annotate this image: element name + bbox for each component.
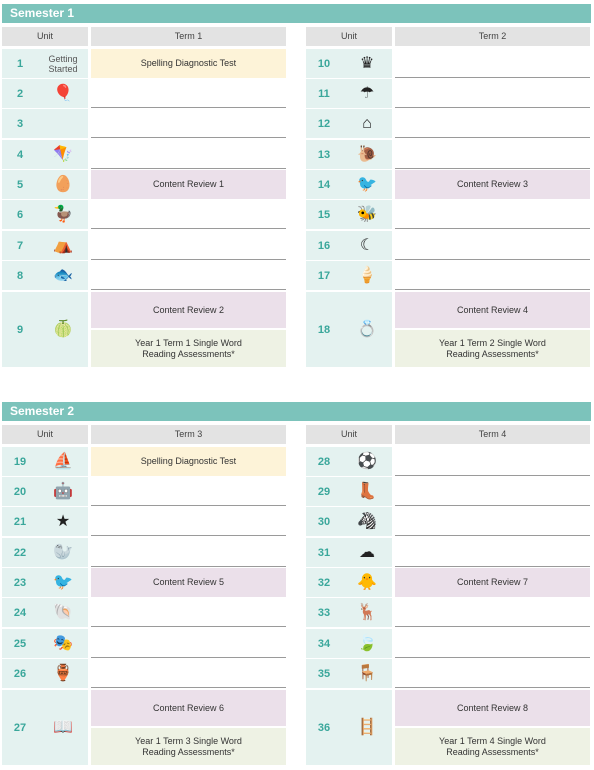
- unit-cell: [306, 507, 392, 536]
- unit-number: 8: [16, 269, 24, 282]
- unit-number: 35: [317, 667, 331, 680]
- unit-cell: [2, 690, 88, 765]
- term-empty-cell: [395, 598, 590, 627]
- term-cell-text: Content Review 5: [152, 577, 225, 587]
- unit-cell: [306, 200, 392, 229]
- egg-cup-icon: 🥚: [53, 175, 73, 193]
- term-empty-cell: [91, 598, 286, 627]
- unit-number: 31: [317, 546, 331, 559]
- unit-cell: [2, 109, 88, 138]
- unit-cell: [2, 568, 88, 597]
- unit-cell: [306, 538, 392, 567]
- boot-icon: 👢: [357, 482, 377, 500]
- unit-cell: [306, 109, 392, 138]
- fish-icon: 🐟: [53, 266, 73, 284]
- unit-cell: [2, 261, 88, 290]
- term-empty-cell: [395, 447, 590, 476]
- unit-number: 25: [13, 637, 27, 650]
- term-empty-cell: [91, 538, 286, 567]
- term-empty-cell: [91, 79, 286, 108]
- book-icon: 📖: [53, 718, 73, 736]
- term-empty-cell: [91, 507, 286, 536]
- unit-cell: [2, 538, 88, 567]
- spelling-test-cell: [91, 447, 286, 476]
- unit-number: 21: [13, 515, 27, 528]
- mask-icon: 🎭: [53, 634, 73, 652]
- zebra-box-icon: 🦓: [357, 512, 377, 530]
- term-column-header: Term 4: [395, 425, 590, 444]
- unit-cell: [2, 170, 88, 199]
- unit-cell: [306, 568, 392, 597]
- robots-icon: 🤖: [53, 482, 73, 500]
- term-cell-text: Year 1 Term 2 Single Word Reading Assessments*: [439, 337, 546, 359]
- term-empty-cell: [91, 629, 286, 658]
- kite-icon: 🪁: [53, 145, 73, 163]
- term-empty-cell: [91, 261, 286, 290]
- unit-cell: [306, 170, 392, 199]
- term-empty-cell: [91, 200, 286, 229]
- unit-cell: [306, 140, 392, 169]
- unit-number: 13: [317, 148, 331, 161]
- unit-number: 9: [16, 323, 24, 336]
- term-empty-cell: [395, 231, 590, 260]
- unit-cell: [2, 598, 88, 627]
- unit-number: 6: [16, 208, 24, 221]
- boy-deer-icon: 🦌: [357, 603, 377, 621]
- igloo-icon: ⛺: [53, 236, 73, 254]
- unit-number: 30: [317, 515, 331, 528]
- content-review-cell: [395, 690, 590, 726]
- sailboat-icon: ⛵: [53, 452, 73, 470]
- term-empty-cell: [91, 109, 286, 138]
- content-review-cell: [91, 568, 286, 597]
- unit-column-header: Unit: [2, 27, 88, 46]
- unit-number: 24: [13, 606, 27, 619]
- unit-cell: [2, 231, 88, 260]
- unit-number: 27: [13, 721, 27, 734]
- unit-cell: [2, 292, 88, 367]
- term-cell-text: Content Review 1: [152, 179, 225, 189]
- ball-icon: ⚽: [357, 452, 377, 470]
- unit-number: 22: [13, 546, 27, 559]
- unit-number: 15: [317, 208, 331, 221]
- content-review-cell: [395, 292, 590, 328]
- unit-column-header: Unit: [306, 425, 392, 444]
- term-column-header: Term 3: [91, 425, 286, 444]
- unit-number: 11: [318, 87, 330, 100]
- term-column-header: Term 1: [91, 27, 286, 46]
- unit-number: 36: [317, 721, 331, 734]
- unit-number: 10: [317, 57, 331, 70]
- content-review-cell: [395, 568, 590, 597]
- quail-icon: 🐦: [357, 175, 377, 193]
- unit-cell: [2, 49, 88, 78]
- unit-cell: [306, 477, 392, 506]
- term-empty-cell: [395, 477, 590, 506]
- reading-assessment-cell: [91, 330, 286, 367]
- bee-icon: 🐝: [357, 205, 377, 223]
- unit-number: 17: [317, 269, 331, 282]
- unit-cell: [2, 659, 88, 688]
- unit-column-header: Unit: [2, 425, 88, 444]
- unit-number: 3: [16, 117, 24, 130]
- queen-icon: ♛: [359, 54, 375, 72]
- term-empty-cell: [91, 231, 286, 260]
- unit-cell: [2, 140, 88, 169]
- reading-assessment-cell: [91, 728, 286, 765]
- unit-cell: [306, 659, 392, 688]
- term-empty-cell: [395, 49, 590, 78]
- unit-cell: [306, 292, 392, 367]
- term-cell-text: Spelling Diagnostic Test: [140, 58, 237, 68]
- reading-assessment-cell: [395, 330, 590, 367]
- umbrella-icon: ☂: [359, 84, 375, 102]
- unit-number: 1: [16, 57, 24, 70]
- unit-cell: [2, 477, 88, 506]
- unit-number: 23: [13, 576, 27, 589]
- ladder-icon: 🪜: [357, 718, 377, 736]
- unit-number: 32: [317, 576, 331, 589]
- term-cell-text: Content Review 2: [152, 304, 225, 315]
- moon-icon: ☾: [359, 236, 375, 254]
- unit-cell: [2, 507, 88, 536]
- term-empty-cell: [395, 140, 590, 169]
- semester-1-section: [2, 4, 591, 359]
- unit-cell: [306, 261, 392, 290]
- chair-icon: 🪑: [357, 664, 377, 682]
- snail-icon: 🐌: [357, 145, 377, 163]
- unit-cell: [306, 447, 392, 476]
- content-review-cell: [91, 690, 286, 726]
- unit-column-header: Unit: [306, 27, 392, 46]
- term-column-header: Term 2: [395, 27, 590, 46]
- ice-cream-icon: 🍦: [357, 266, 377, 284]
- semester-2-section: [2, 402, 591, 757]
- melon-icon: 🍈: [53, 320, 73, 338]
- content-review-cell: [395, 170, 590, 199]
- unit-label: Getting Started: [48, 53, 78, 74]
- chick-shell-icon: 🐥: [357, 573, 377, 591]
- unit-cell: [2, 629, 88, 658]
- term-cell-text: Year 1 Term 4 Single Word Reading Assessments*: [439, 735, 546, 757]
- unit-number: 29: [317, 485, 331, 498]
- term-empty-cell: [91, 140, 286, 169]
- unit-number: 18: [317, 323, 331, 336]
- unit-number: 7: [16, 239, 24, 252]
- shell-icon: 🐚: [53, 603, 73, 621]
- star-icon: ★: [55, 512, 71, 530]
- content-review-cell: [91, 170, 286, 199]
- term-cell-text: Content Review 3: [456, 179, 529, 189]
- unit-cell: [2, 200, 88, 229]
- spelling-test-cell: [91, 49, 286, 78]
- term-empty-cell: [91, 659, 286, 688]
- unit-number: 12: [317, 117, 331, 130]
- unit-cell: [306, 231, 392, 260]
- seal-icon: 🦭: [53, 543, 73, 561]
- vase-web-icon: 🏺: [53, 664, 73, 682]
- unit-number: 2: [16, 87, 24, 100]
- unit-cell: [306, 629, 392, 658]
- unit-number: 19: [13, 455, 27, 468]
- unit-cell: [2, 79, 88, 108]
- house-jellyfish-icon: ⌂: [362, 114, 372, 132]
- content-review-cell: [91, 292, 286, 328]
- thong-leaf-icon: 🍃: [357, 634, 377, 652]
- term-cell-text: Content Review 4: [456, 304, 529, 315]
- net-ring-icon: 💍: [357, 320, 377, 338]
- unit-number: 33: [317, 606, 331, 619]
- semester-title: Semester 1: [2, 4, 591, 23]
- term-empty-cell: [395, 538, 590, 567]
- unit-number: 5: [16, 178, 24, 191]
- balloon-icon: 🎈: [53, 84, 73, 102]
- term-cell-text: Content Review 6: [152, 702, 225, 713]
- unit-number: 16: [317, 239, 331, 252]
- term-cell-text: Content Review 8: [456, 702, 529, 713]
- term-cell-text: Year 1 Term 3 Single Word Reading Assessments*: [135, 735, 242, 757]
- unit-cell: [306, 79, 392, 108]
- term-empty-cell: [395, 261, 590, 290]
- semester-title: Semester 2: [2, 402, 591, 421]
- term-cell-text: Content Review 7: [456, 577, 529, 587]
- unit-cell: [306, 690, 392, 765]
- unit-number: 28: [317, 455, 331, 468]
- duck-icon: 🦆: [53, 205, 73, 223]
- unit-number: 4: [16, 148, 24, 161]
- cloud-icon: ☁: [359, 543, 375, 561]
- unit-cell: [306, 598, 392, 627]
- unit-cell: [306, 49, 392, 78]
- unit-cell: [2, 447, 88, 476]
- unit-number: 34: [317, 637, 331, 650]
- term-cell-text: Year 1 Term 1 Single Word Reading Assessments*: [135, 337, 242, 359]
- unit-number: 26: [13, 667, 27, 680]
- reading-assessment-cell: [395, 728, 590, 765]
- bird-icon: 🐦: [53, 573, 73, 591]
- term-empty-cell: [91, 477, 286, 506]
- term-empty-cell: [395, 109, 590, 138]
- term-empty-cell: [395, 507, 590, 536]
- term-empty-cell: [395, 659, 590, 688]
- term-empty-cell: [395, 200, 590, 229]
- term-cell-text: Spelling Diagnostic Test: [140, 456, 237, 466]
- term-empty-cell: [395, 629, 590, 658]
- unit-number: 14: [317, 178, 331, 191]
- term-empty-cell: [395, 79, 590, 108]
- unit-number: 20: [13, 485, 27, 498]
